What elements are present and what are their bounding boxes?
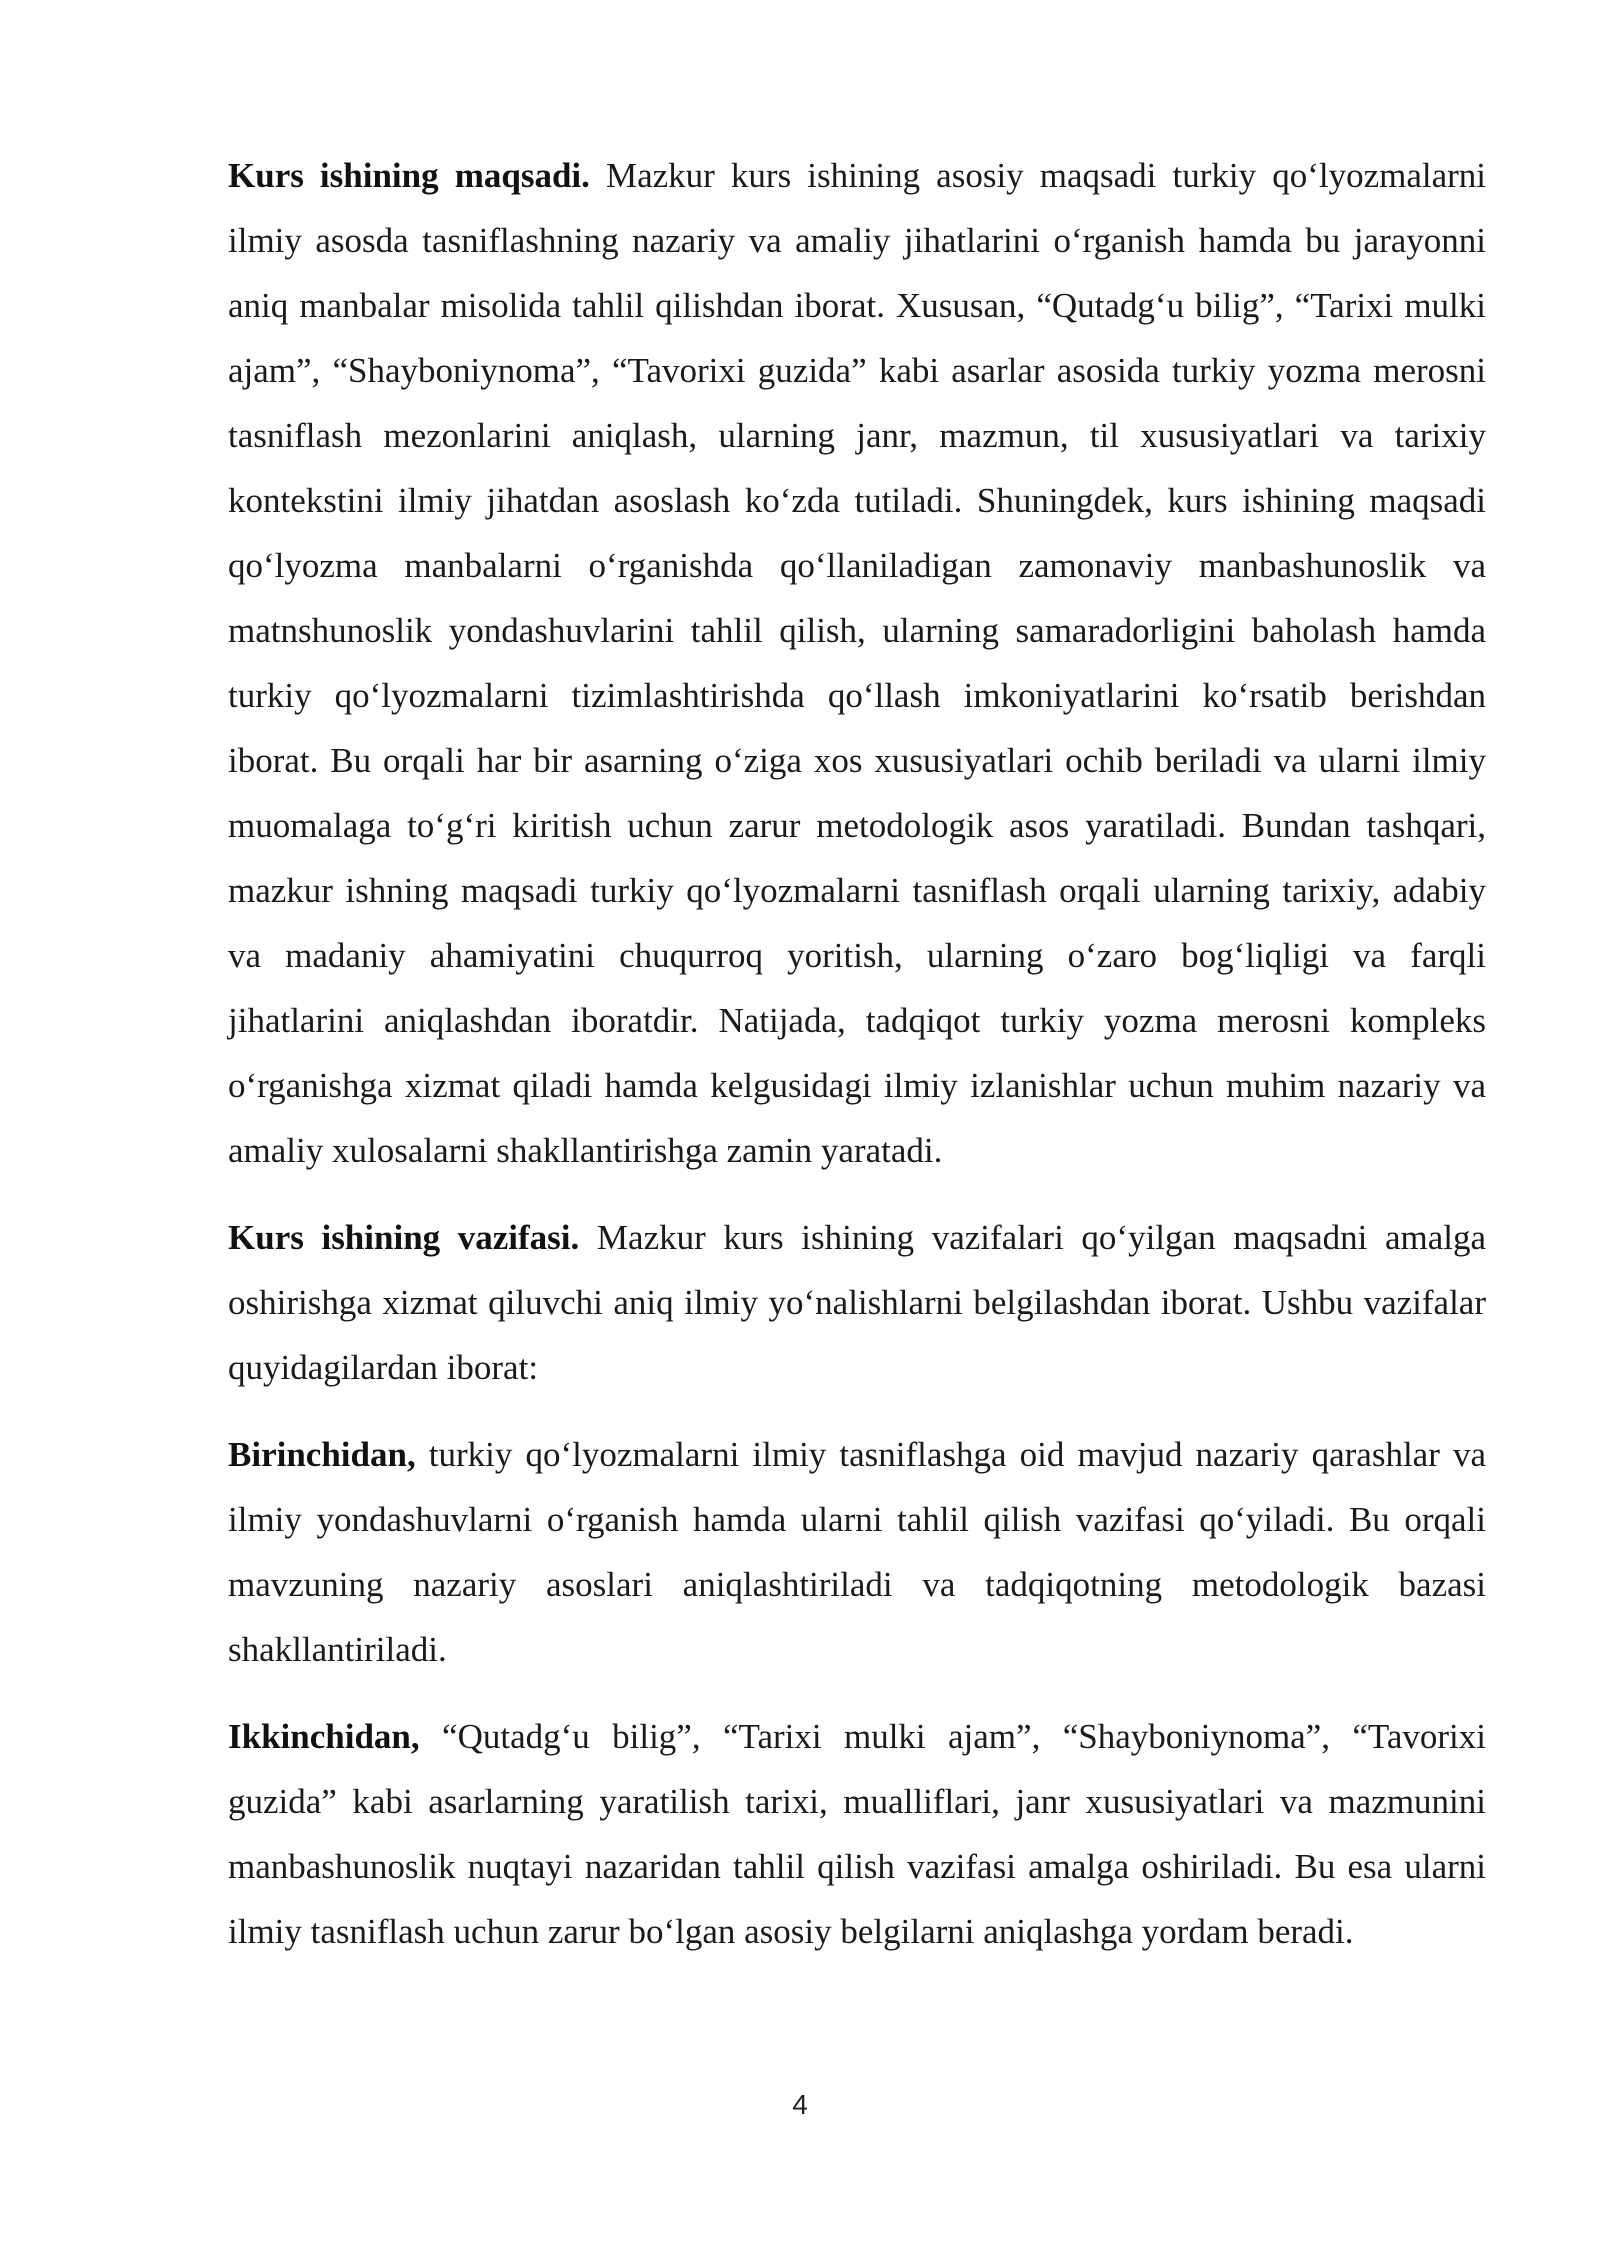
paragraph-text: “Qutadg‘u bilig”, “Tarixi mulki ajam”, “Shayboniynoma”, “Tavorixi guzida” kabi asarlarning yaratilish tarixi, mualliflari, janr xususiyatlari va mazmunini manbashunoslik nuqtayi nazaridan tahlil qilish vazifasi amalga oshiriladi. Bu esa ularni ilmiy tasniflash uchun zarur bo‘lgan asosiy belgilarni aniqlashga yordam beradi. (228, 1717, 1486, 1951)
paragraph-lead: Kurs ishining maqsadi. (228, 156, 590, 195)
paragraph-lead: Ikkinchidan, (228, 1717, 420, 1756)
paragraph-lead: Kurs ishining vazifasi. (228, 1218, 580, 1257)
paragraph-text: Mazkur kurs ishining vazifalari qo‘yilgan maqsadni amalga oshirishga xizmat qiluvchi aniq ilmiy yo‘nalishlarni belgilashdan iborat. Ushbu vazifalar quyidagilardan iborat: (228, 1218, 1486, 1387)
paragraph-first-task (228, 1422, 1486, 1682)
paragraph-course-tasks (228, 1205, 1486, 1400)
paragraph-lead: Birinchidan, (228, 1435, 416, 1474)
paragraph-course-goal (228, 143, 1486, 1183)
paragraph-text: turkiy qo‘lyozmalarni ilmiy tasniflashga oid mavjud nazariy qarashlar va ilmiy yondashuvlarni o‘rganish hamda ularni tahlil qilish vazifasi qo‘yiladi. Bu orqali mavzuning nazariy asoslari aniqlashtiriladi va tadqiqotning metodologik bazasi shakllantiriladi. (228, 1435, 1486, 1669)
paragraph-second-task (228, 1704, 1486, 1964)
page-body (228, 143, 1486, 1986)
page-number: 4 (792, 2089, 808, 2120)
paragraph-text: Mazkur kurs ishining asosiy maqsadi turkiy qo‘lyozmalarni ilmiy asosda tasniflashning nazariy va amaliy jihatlarini o‘rganish hamda bu jarayonni aniq manbalar misolida tahlil qilishdan iborat. Xususan, “Qutadg‘u bilig”, “Tarixi mulki ajam”, “Shayboniynoma”, “Tavorixi guzida” kabi asarlar asosida turkiy yozma merosni tasniflash mezonlarini aniqlash, ularning janr, mazmun, til xususiyatlari va tarixiy kontekstini ilmiy jihatdan asoslash ko‘zda tutiladi. Shuningdek, kurs ishining maqsadi qo‘lyozma manbalarni o‘rganishda qo‘llaniladigan zamonaviy manbashunoslik va matnshunoslik yondashuvlarini tahlil qilish, ularning samaradorligini baholash hamda turkiy qo‘lyozmalarni tizimlashtirishda qo‘llash imkoniyatlarini ko‘rsatib berishdan iborat. Bu orqali har bir asarning o‘ziga xos xususiyatlari ochib beriladi va ularni ilmiy muomalaga to‘g‘ri kiritish uchun zarur metodologik asos yaratiladi. Bundan tashqari, mazkur ishning maqsadi turkiy qo‘lyozmalarni tasniflash orqali ularning tarixiy, adabiy va madaniy ahamiyatini chuqurroq yoritish, ularning o‘zaro bog‘liqligi va farqli jihatlarini aniqlashdan iboratdir. Natijada, tadqiqot turkiy yozma merosni kompleks o‘rganishga xizmat qiladi hamda kelgusidagi ilmiy izlanishlar uchun muhim nazariy va amaliy xulosalarni shakllantirishga zamin yaratadi. (228, 156, 1487, 1170)
